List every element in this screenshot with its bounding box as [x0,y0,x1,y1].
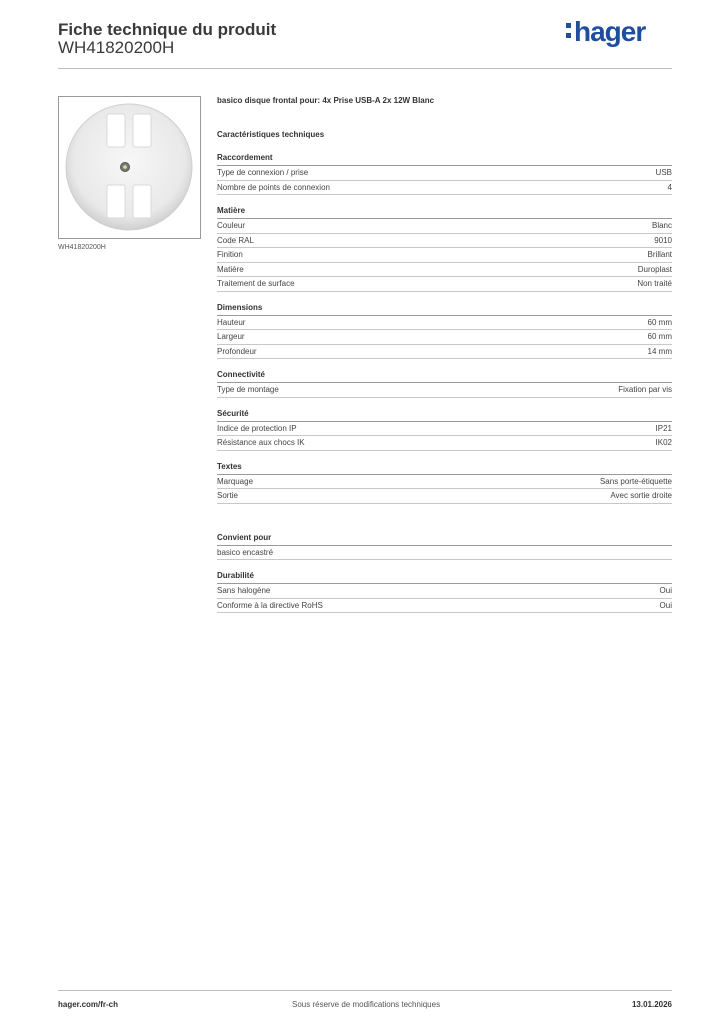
spec-group [217,398,672,451]
spec-content [217,96,672,613]
spec-label: basico encastré [217,547,274,557]
usb-socket-plate-icon [59,97,200,238]
spec-group [217,522,672,561]
spec-label: Code RAL [217,235,254,245]
spec-row [217,234,672,249]
spec-value: Oui [659,586,672,595]
hager-logo [566,16,645,48]
product-title: basico disque frontal pour: 4x Prise USB-A 2x 12W Blanc [217,96,435,105]
spec-group [217,451,672,504]
spec-value: 4 [667,182,672,192]
spec-value: Blanc [651,221,672,230]
spec-groups [217,142,672,613]
spec-row [217,277,672,292]
spec-group [217,292,672,360]
spec-value: Non traité [637,279,672,288]
spec-label: Résistance aux chocs IK [217,438,305,447]
spec-row [217,475,672,490]
spec-label: Type de connexion / prise [217,168,309,177]
spec-label: Nombre de points de connexion [217,182,330,192]
spec-label: Couleur [217,221,246,230]
spec-group [217,195,672,292]
spec-row [217,248,672,263]
spec-row [217,345,672,360]
spec-row [217,383,672,398]
spec-row [217,584,672,599]
footer-website-link[interactable]: hager.com/fr-ch [58,1000,119,1009]
spec-value: 60 mm [647,332,672,341]
spec-row [217,263,672,278]
spec-row [217,546,672,561]
spec-group-title: Matière [217,195,672,219]
spec-row [217,489,672,504]
spec-group [217,560,672,613]
spec-group [217,142,672,195]
logo-dots-icon [566,23,572,43]
spec-group-title: Raccordement [217,142,672,166]
spec-label: Hauteur [217,317,246,327]
spec-value: 60 mm [647,317,672,327]
spec-value: Sans porte-étiquette [599,476,672,486]
section-title: Caractéristiques techniques [217,130,325,139]
spec-row [217,181,672,196]
spec-value: Fixation par vis [618,385,672,394]
footer-disclaimer: Sous réserve de modifications techniques [292,1000,441,1009]
spec-group-title: Dimensions [217,292,672,316]
spec-label: Marquage [217,476,254,486]
logo-text: hager [574,16,646,47]
spec-label: Type de montage [217,385,279,394]
footer-date: 13.01.2026 [631,1000,672,1009]
spec-group-title: Textes [217,451,672,475]
spec-label: Sans halogène [217,586,271,595]
spec-label: Profondeur [217,346,257,356]
product-code: WH41820200H [58,38,175,57]
spec-value: Duroplast [637,264,672,274]
spec-group-title: Convient pour [217,522,672,546]
spec-value: IK02 [655,438,672,447]
spec-row [217,316,672,331]
spec-group-title: Sécurité [217,398,672,422]
spec-label: Matière [217,264,244,274]
spec-group-title: Connectivité [217,359,672,383]
spec-label: Traitement de surface [217,279,295,288]
section-spacer [217,504,672,522]
spec-row [217,436,672,451]
spec-value: IP21 [655,423,672,433]
spec-label: Finition [217,250,243,259]
spec-label: Largeur [217,332,245,341]
spec-value: Avec sortie droite [610,491,672,500]
spec-row [217,166,672,181]
spec-row [217,422,672,437]
spec-group [217,359,672,398]
spec-value: USB [655,168,672,177]
header-divider [58,68,672,69]
spec-value: 9010 [654,235,672,245]
spec-value: 14 mm [647,346,672,356]
page-footer [58,990,672,1009]
spec-label: Sortie [217,491,238,500]
spec-row [217,599,672,614]
spec-row [217,219,672,234]
spec-group-title: Durabilité [217,560,672,584]
spec-row [217,330,672,345]
spec-label: Conforme à la directive RoHS [217,600,323,610]
spec-value: Oui [659,600,672,610]
product-image [58,96,201,239]
spec-label: Indice de protection IP [217,423,297,433]
page-title: Fiche technique du produit [58,20,277,39]
image-caption: WH41820200H [58,244,106,251]
spec-value: Brillant [647,250,672,259]
